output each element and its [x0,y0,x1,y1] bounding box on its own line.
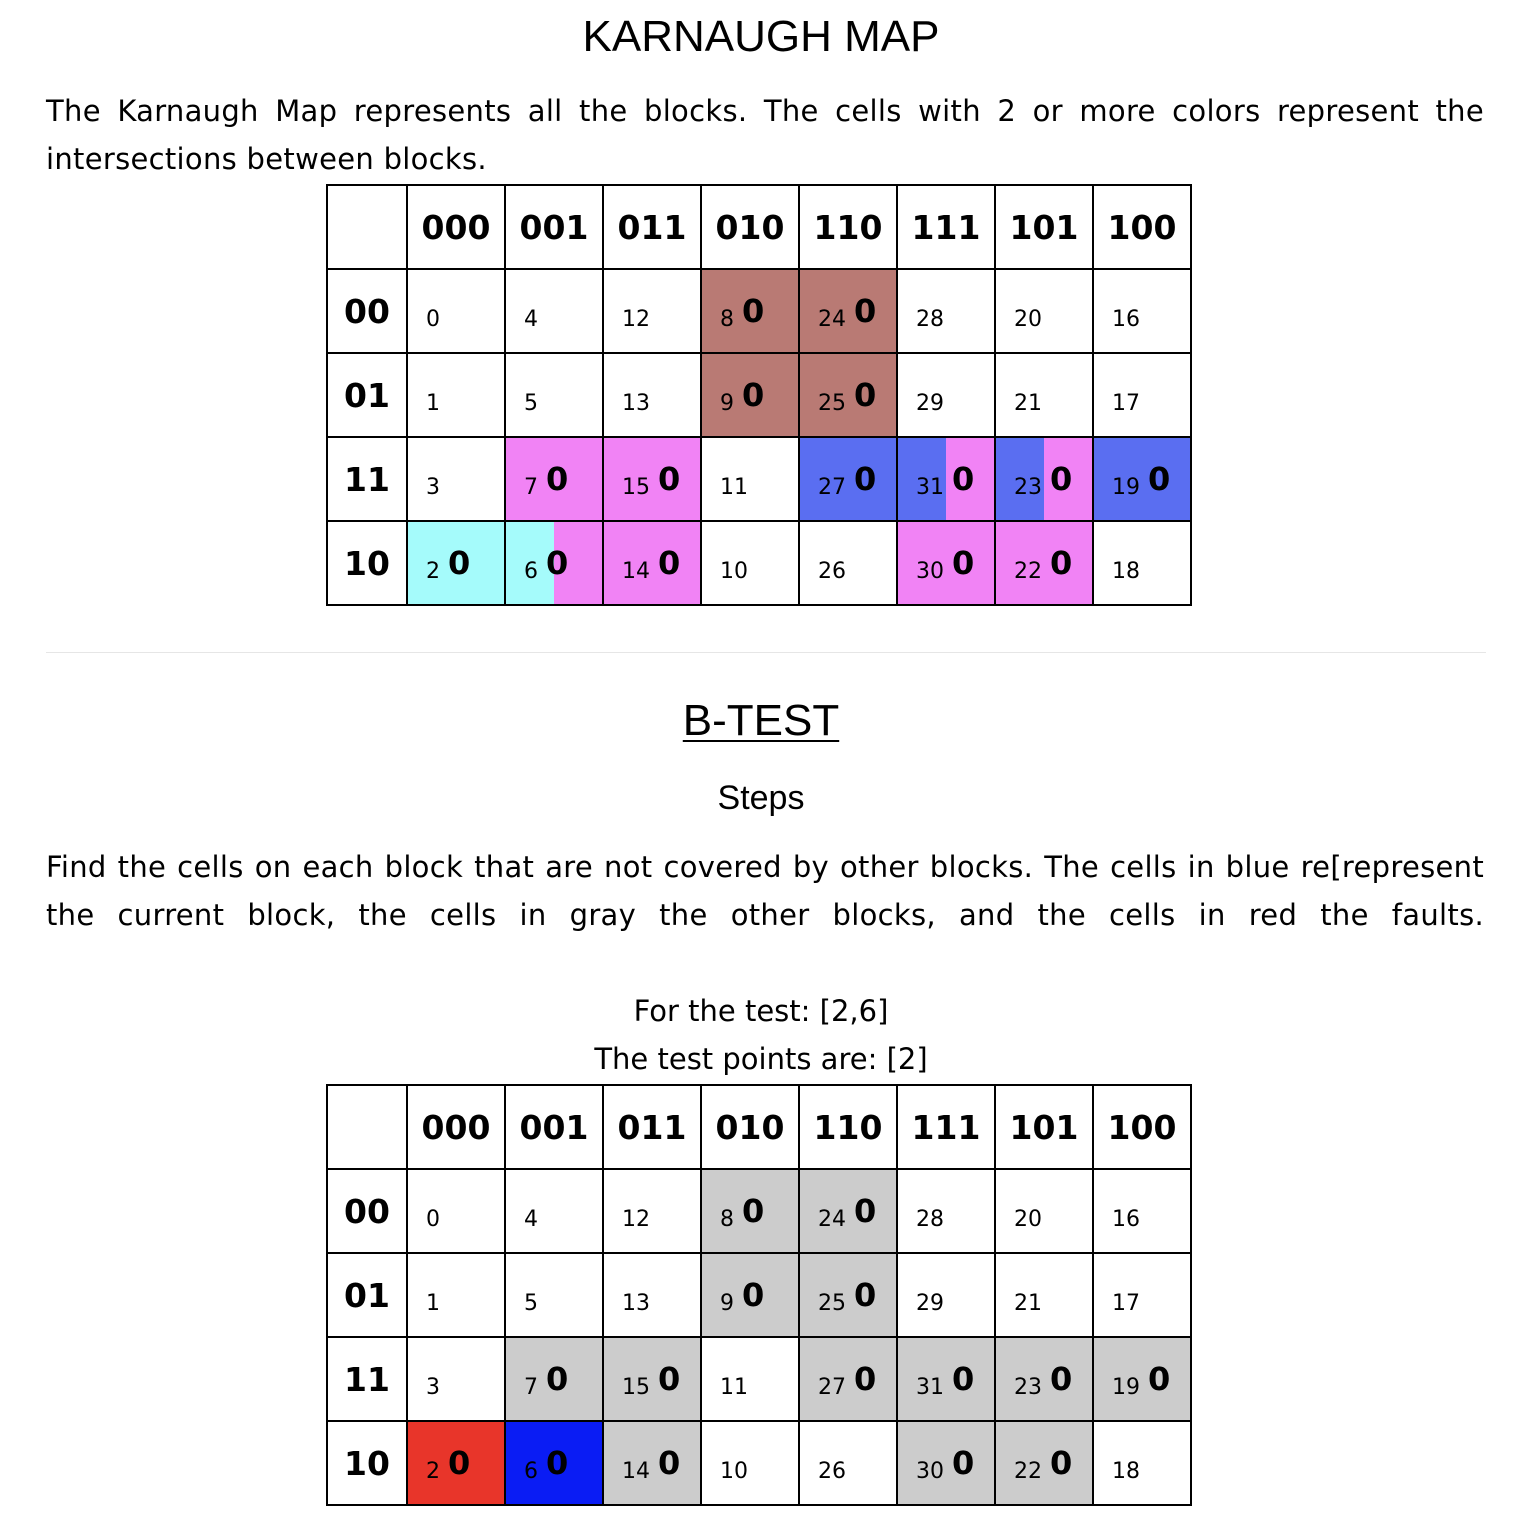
cell-index: 26 [818,1459,846,1484]
cell-content [1094,1422,1190,1504]
cell-index: 8 [720,1207,734,1232]
cell-index: 24 [818,1207,846,1232]
karnaugh-map-table [326,184,1192,606]
cell-index: 5 [524,1291,538,1316]
cell-content [898,1338,994,1420]
cell-content [1094,438,1190,520]
map-cell [995,437,1093,521]
column-header: 110 [799,185,897,269]
column-header: 110 [799,1085,897,1169]
cell-value: 0 [546,1360,569,1398]
map-cell [603,1169,701,1253]
block-color-band [1094,1338,1190,1420]
cell-content [604,270,700,352]
cell-index: 30 [916,1459,944,1484]
row-header: 11 [327,437,407,521]
cell-value: 0 [1050,1360,1073,1398]
block-color-band [800,1170,896,1252]
map-cell [1093,1421,1191,1505]
cell-index: 19 [1112,475,1140,500]
cell-content [800,1170,896,1252]
cell-content [1094,354,1190,436]
block-color-band [898,1422,994,1504]
map-cell [603,1337,701,1421]
cell-content [408,1170,504,1252]
block-color-band [604,1338,700,1420]
map-cell [701,1421,799,1505]
cell-index: 7 [524,475,538,500]
cell-content [800,1254,896,1336]
cell-content [506,522,602,604]
cell-content [702,438,798,520]
cell-content [898,438,994,520]
row-header: 10 [327,1421,407,1505]
map-cell [1093,1337,1191,1421]
cell-value: 0 [854,1276,877,1314]
cell-index: 28 [916,307,944,332]
map-cell [701,1169,799,1253]
cell-index: 15 [622,475,650,500]
map-cell [505,353,603,437]
cell-index: 18 [1112,559,1140,584]
map-cell [407,1421,505,1505]
cell-index: 18 [1112,1459,1140,1484]
cell-index: 5 [524,391,538,416]
cell-index: 8 [720,307,734,332]
cell-content [996,1170,1092,1252]
column-header: 010 [701,185,799,269]
map-cell [407,1253,505,1337]
row-header: 10 [327,521,407,605]
map-row [327,521,1191,605]
cell-content [800,522,896,604]
cell-index: 9 [720,391,734,416]
cell-content [1094,1338,1190,1420]
map-cell [995,1169,1093,1253]
cell-index: 22 [1014,559,1042,584]
column-header: 001 [505,1085,603,1169]
cell-index: 12 [622,1207,650,1232]
cell-index: 4 [524,307,538,332]
cell-content [996,1254,1092,1336]
map-cell [995,353,1093,437]
block-color-band [604,522,700,604]
block-color-band [996,1338,1092,1420]
steps-subtitle: Steps [717,779,805,817]
cell-index: 25 [818,391,846,416]
map-cell [799,1421,897,1505]
cell-index: 17 [1112,1291,1140,1316]
cell-index: 23 [1014,475,1042,500]
cell-value: 0 [952,1444,975,1482]
map-cell [995,1253,1093,1337]
cell-value: 0 [1050,1444,1073,1482]
cell-content [702,522,798,604]
cell-content [1094,1170,1190,1252]
map-cell [799,437,897,521]
column-header: 011 [603,185,701,269]
cell-content [604,1422,700,1504]
btest-description: Find the cells on each block that are not covered by other blocks. The cells in blue re[represent the current block, the cells in gray the other blocks, and the cells in red the faults. [46,850,1484,932]
column-header: 010 [701,1085,799,1169]
map-cell [505,269,603,353]
map-cell [799,521,897,605]
cell-index: 17 [1112,391,1140,416]
map-cell [701,1253,799,1337]
cell-index: 21 [1014,391,1042,416]
cell-index: 27 [818,475,846,500]
cell-content [800,1338,896,1420]
map-cell [897,1337,995,1421]
cell-index: 24 [818,307,846,332]
cell-content [604,1338,700,1420]
karnaugh-description: The Karnaugh Map represents all the blocks. The cells with 2 or more colors represent the intersections between blocks. [46,94,1484,176]
block-color-band [800,354,896,436]
map-cell [897,269,995,353]
cell-index: 19 [1112,1375,1140,1400]
block-color-band [898,1338,994,1420]
map-cell [407,1337,505,1421]
cell-content [702,1338,798,1420]
cell-content [408,1338,504,1420]
cell-index: 31 [916,475,944,500]
cell-content [702,1170,798,1252]
map-cell [897,1421,995,1505]
block-color-band [800,1254,896,1336]
map-cell [603,1421,701,1505]
cell-index: 12 [622,307,650,332]
section-divider [46,652,1486,653]
karnaugh-title: KARNAUGH MAP [582,12,940,61]
cell-value: 0 [1050,460,1073,498]
cell-content [604,1254,700,1336]
cell-content [408,522,504,604]
cell-content [800,1422,896,1504]
map-cell [407,1169,505,1253]
column-header: 111 [897,1085,995,1169]
cell-index: 2 [426,559,440,584]
cell-value: 0 [854,460,877,498]
cell-content [898,1422,994,1504]
cell-value: 0 [952,460,975,498]
cell-index: 14 [622,1459,650,1484]
cell-value: 0 [658,544,681,582]
map-cell [701,521,799,605]
cell-index: 20 [1014,1207,1042,1232]
cell-content [702,1422,798,1504]
cell-index: 2 [426,1459,440,1484]
map-cell [995,521,1093,605]
column-header: 111 [897,185,995,269]
map-cell [701,1337,799,1421]
column-header: 100 [1093,1085,1191,1169]
cell-value: 0 [546,544,569,582]
row-header: 00 [327,269,407,353]
cell-content [506,438,602,520]
cell-index: 3 [426,475,440,500]
cell-index: 6 [524,559,538,584]
map-cell [505,521,603,605]
map-row [327,437,1191,521]
map-cell [897,353,995,437]
cell-content [1094,270,1190,352]
map-cell [505,437,603,521]
map-cell [701,269,799,353]
header-row [327,1085,1191,1169]
column-header: 101 [995,185,1093,269]
cell-index: 23 [1014,1375,1042,1400]
cell-index: 11 [720,475,748,500]
map-cell [407,521,505,605]
map-cell [603,1253,701,1337]
map-cell [505,1337,603,1421]
cell-content [506,1254,602,1336]
map-cell [505,1169,603,1253]
btest-map-table [326,1084,1192,1506]
cell-index: 3 [426,1375,440,1400]
cell-content [996,522,1092,604]
cell-index: 14 [622,559,650,584]
cell-content [1094,1254,1190,1336]
map-cell [505,1421,603,1505]
cell-content [898,270,994,352]
cell-index: 13 [622,1291,650,1316]
map-cell [799,1169,897,1253]
cell-index: 31 [916,1375,944,1400]
block-color-band [996,1422,1092,1504]
cell-index: 21 [1014,1291,1042,1316]
header-row [327,185,1191,269]
row-header: 01 [327,353,407,437]
cell-index: 0 [426,307,440,332]
map-cell [897,1169,995,1253]
btest-title [0,694,1522,748]
cell-index: 30 [916,559,944,584]
map-row [327,1337,1191,1421]
cell-content [898,354,994,436]
map-cell [603,269,701,353]
cell-index: 28 [916,1207,944,1232]
cell-index: 13 [622,391,650,416]
cell-value: 0 [658,460,681,498]
cell-content [702,270,798,352]
block-color-band [604,1422,700,1504]
column-header: 101 [995,1085,1093,1169]
cell-index: 0 [426,1207,440,1232]
cell-index: 4 [524,1207,538,1232]
cell-content [604,354,700,436]
cell-content [898,1254,994,1336]
block-color-band [1094,438,1190,520]
cell-value: 0 [448,544,471,582]
cell-index: 29 [916,1291,944,1316]
cell-index: 29 [916,391,944,416]
cell-value: 0 [546,460,569,498]
map-row [327,353,1191,437]
row-header: 11 [327,1337,407,1421]
block-color-band [800,438,896,520]
cell-content [898,522,994,604]
cell-content [800,270,896,352]
cell-content [506,1170,602,1252]
map-row [327,269,1191,353]
map-cell [701,437,799,521]
map-cell [995,269,1093,353]
cell-index: 16 [1112,307,1140,332]
cell-value: 0 [742,1192,765,1230]
map-row [327,1421,1191,1505]
column-header: 100 [1093,185,1191,269]
map-cell [407,353,505,437]
cell-index: 16 [1112,1207,1140,1232]
cell-index: 11 [720,1375,748,1400]
cell-index: 7 [524,1375,538,1400]
map-cell [799,1337,897,1421]
corner-cell [327,185,407,269]
map-cell [1093,353,1191,437]
cell-content [408,354,504,436]
cell-value: 0 [742,376,765,414]
map-cell [799,1253,897,1337]
map-row [327,1253,1191,1337]
block-color-band [800,1338,896,1420]
cell-content [408,438,504,520]
cell-index: 9 [720,1291,734,1316]
map-cell [799,353,897,437]
cell-index: 22 [1014,1459,1042,1484]
column-header: 000 [407,185,505,269]
cell-content [604,522,700,604]
cell-content [506,354,602,436]
cell-index: 6 [524,1459,538,1484]
test-label: For the test: [2,6] [633,994,889,1028]
cell-index: 10 [720,1459,748,1484]
column-header: 011 [603,1085,701,1169]
block-color-band [800,270,896,352]
column-header: 001 [505,185,603,269]
cell-content [604,1170,700,1252]
cell-content [408,1422,504,1504]
map-cell [603,353,701,437]
cell-content [408,270,504,352]
cell-content [996,1338,1092,1420]
map-cell [897,521,995,605]
map-cell [701,353,799,437]
cell-content [898,1170,994,1252]
cell-index: 1 [426,391,440,416]
map-row [327,1169,1191,1253]
cell-value: 0 [742,1276,765,1314]
row-header: 01 [327,1253,407,1337]
map-cell [995,1337,1093,1421]
cell-value: 0 [658,1444,681,1482]
cell-value: 0 [742,292,765,330]
cell-content [702,354,798,436]
cell-value: 0 [1148,460,1171,498]
cell-index: 10 [720,559,748,584]
cell-content [506,270,602,352]
map-cell [897,437,995,521]
cell-value: 0 [448,1444,471,1482]
cell-value: 0 [952,544,975,582]
cell-content [702,1254,798,1336]
map-cell [897,1253,995,1337]
map-cell [799,269,897,353]
cell-value: 0 [1050,544,1073,582]
cell-content [996,438,1092,520]
cell-index: 15 [622,1375,650,1400]
map-cell [1093,521,1191,605]
map-cell [407,437,505,521]
cell-content [604,438,700,520]
cell-index: 20 [1014,307,1042,332]
map-cell [1093,437,1191,521]
cell-value: 0 [854,292,877,330]
btest-title-text: B-TEST [682,696,840,745]
map-cell [995,1421,1093,1505]
map-cell [1093,1253,1191,1337]
map-cell [603,521,701,605]
corner-cell [327,1085,407,1169]
column-header: 000 [407,1085,505,1169]
cell-content [1094,522,1190,604]
cell-value: 0 [854,376,877,414]
map-cell [1093,1169,1191,1253]
cell-index: 26 [818,559,846,584]
cell-value: 0 [1148,1360,1171,1398]
cell-index: 27 [818,1375,846,1400]
cell-value: 0 [854,1192,877,1230]
cell-content [800,354,896,436]
map-cell [1093,269,1191,353]
test-points-label: The test points are: [2] [594,1042,928,1076]
cell-value: 0 [952,1360,975,1398]
cell-content [800,438,896,520]
block-color-band [996,522,1092,604]
cell-content [996,1422,1092,1504]
cell-value: 0 [546,1444,569,1482]
cell-index: 1 [426,1291,440,1316]
cell-content [996,354,1092,436]
block-color-band [898,522,994,604]
cell-value: 0 [658,1360,681,1398]
row-header: 00 [327,1169,407,1253]
cell-index: 25 [818,1291,846,1316]
cell-content [996,270,1092,352]
cell-content [408,1254,504,1336]
map-cell [407,269,505,353]
block-color-band [604,438,700,520]
map-cell [603,437,701,521]
map-cell [505,1253,603,1337]
cell-content [506,1338,602,1420]
cell-value: 0 [854,1360,877,1398]
cell-content [506,1422,602,1504]
